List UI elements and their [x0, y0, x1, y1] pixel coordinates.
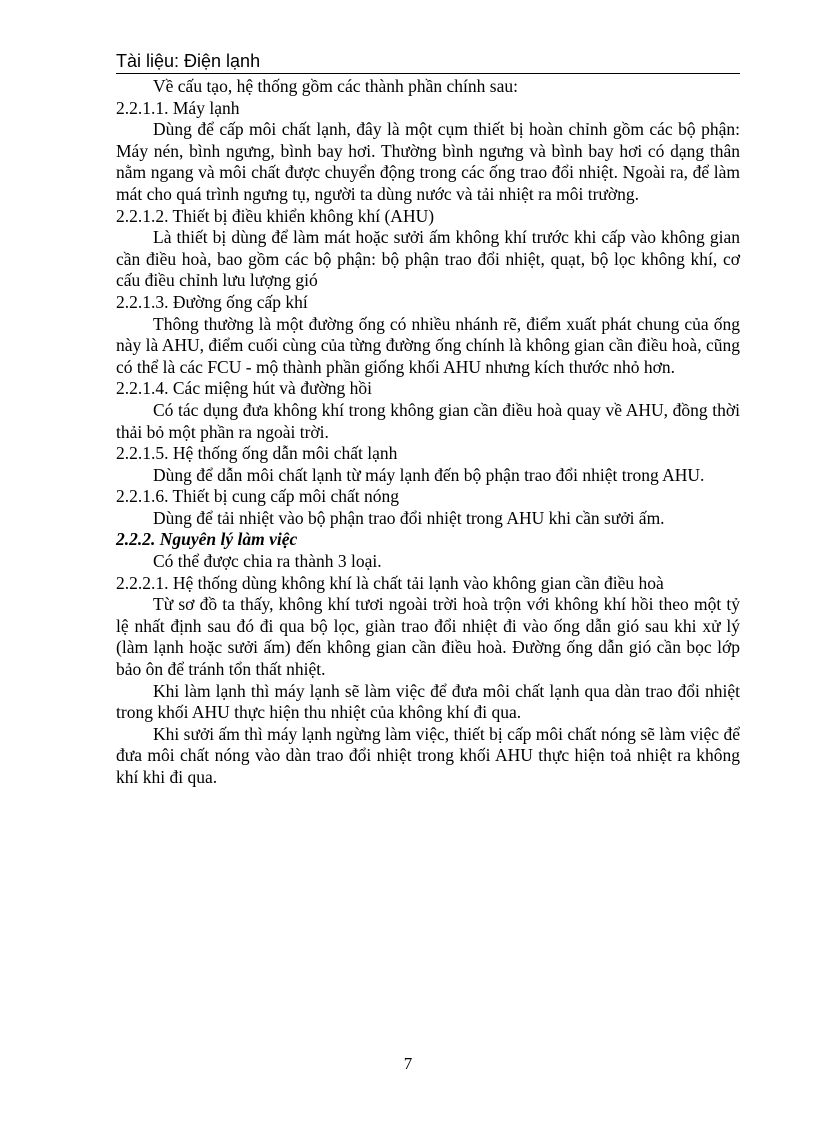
body-paragraph: Có tác dụng đưa không khí trong không gian cần điều hoà quay về AHU, đồng thời thải bỏ một phần ra ngoài trời.	[116, 399, 740, 442]
section-heading-2-2-1-1: 2.2.1.1. Máy lạnh	[116, 97, 240, 118]
body-paragraph: Thông thường là một đường ống có nhiều nhánh rẽ, điểm xuất phát chung của ống này là AHU, điểm cuối cùng của từng đường ống chính là không gian cần điều hoà, cũng có thể là các FCU - mộ thành phần giống khối AHU nhưng kích thước nhỏ hơn.	[116, 313, 740, 377]
section-heading-2-2-1-2: 2.2.1.2. Thiết bị điều khiển không khí (AHU)	[116, 205, 435, 226]
section-heading-2-2-1-4: 2.2.1.4. Các miệng hút và đường hồi	[116, 378, 372, 399]
section-heading-2-2-2-1: 2.2.2.1. Hệ thống dùng không khí là chất tải lạnh vào không gian cần điều hoà	[116, 572, 664, 593]
section-heading-2-2-1-3: 2.2.1.3. Đường ống cấp khí	[116, 291, 308, 312]
document-title: Tài liệu: Điện lạnh	[116, 51, 261, 71]
body-paragraph: Từ sơ đồ ta thấy, không khí tươi ngoài trời hoà trộn với không khí hồi theo một tỷ lệ nhất định sau đó đi qua bộ lọc, giàn trao đổi nhiệt đi vào ống dẫn gió sau khi xử lý (làm lạnh hoặc sưởi ấm) đến không gian cần điều hoà. Đường ống dẫn gió cần bọc lớp bảo ôn để tránh tổn thất nhiệt.	[116, 594, 740, 680]
subsection-heading-2-2-2: 2.2.2. Nguyên lý làm việc	[116, 529, 298, 550]
section-heading-2-2-1-5: 2.2.1.5. Hệ thống ống dẫn môi chất lạnh	[116, 443, 398, 464]
document-body	[116, 76, 740, 789]
body-paragraph: Khi sưởi ấm thì máy lạnh ngừng làm việc, thiết bị cấp môi chất nóng sẽ làm việc để đưa môi chất nóng vào dàn trao đổi nhiệt trong khối AHU thực hiện toả nhiệt ra không khí khi đi qua.	[116, 723, 740, 787]
page-header	[116, 48, 740, 74]
body-paragraph: Là thiết bị dùng để làm mát hoặc sưởi ấm không khí trước khi cấp vào không gian cần điều hoà, bao gồm các bộ phận: bộ phận trao đổi nhiệt, quạt, bộ lọc không khí, cơ cấu điều chỉnh lưu lượng gió	[116, 227, 740, 291]
page-number: 7	[403, 1054, 413, 1073]
body-paragraph: Dùng để tải nhiệt vào bộ phận trao đổi nhiệt trong AHU khi cần sưởi ấm.	[153, 507, 665, 528]
intro-paragraph: Về cấu tạo, hệ thống gồm các thành phần chính sau:	[153, 76, 518, 96]
section-heading-2-2-1-6: 2.2.1.6. Thiết bị cung cấp môi chất nóng	[116, 486, 400, 507]
body-paragraph: Dùng để dẫn môi chất lạnh từ máy lạnh đến bộ phận trao đổi nhiệt trong AHU.	[153, 464, 705, 485]
body-paragraph: Khi làm lạnh thì máy lạnh sẽ làm việc để đưa môi chất lạnh qua dàn trao đổi nhiệt trong khối AHU thực hiện thu nhiệt của không khí đi qua.	[116, 680, 740, 723]
body-paragraph: Dùng để cấp môi chất lạnh, đây là một cụm thiết bị hoàn chỉnh gồm các bộ phận: Máy nén, bình ngưng, bình bay hơi. Thường bình ngưng và bình bay hơi có dạng thân nằm ngang và môi chất được chuyển động trong các ống trao đổi nhiệt. Ngoài ra, để làm mát cho quá trình ngưng tụ, người ta dùng nước và tải nhiệt ra môi trường.	[116, 119, 740, 204]
body-paragraph: Có thể được chia ra thành 3 loại.	[153, 551, 382, 572]
